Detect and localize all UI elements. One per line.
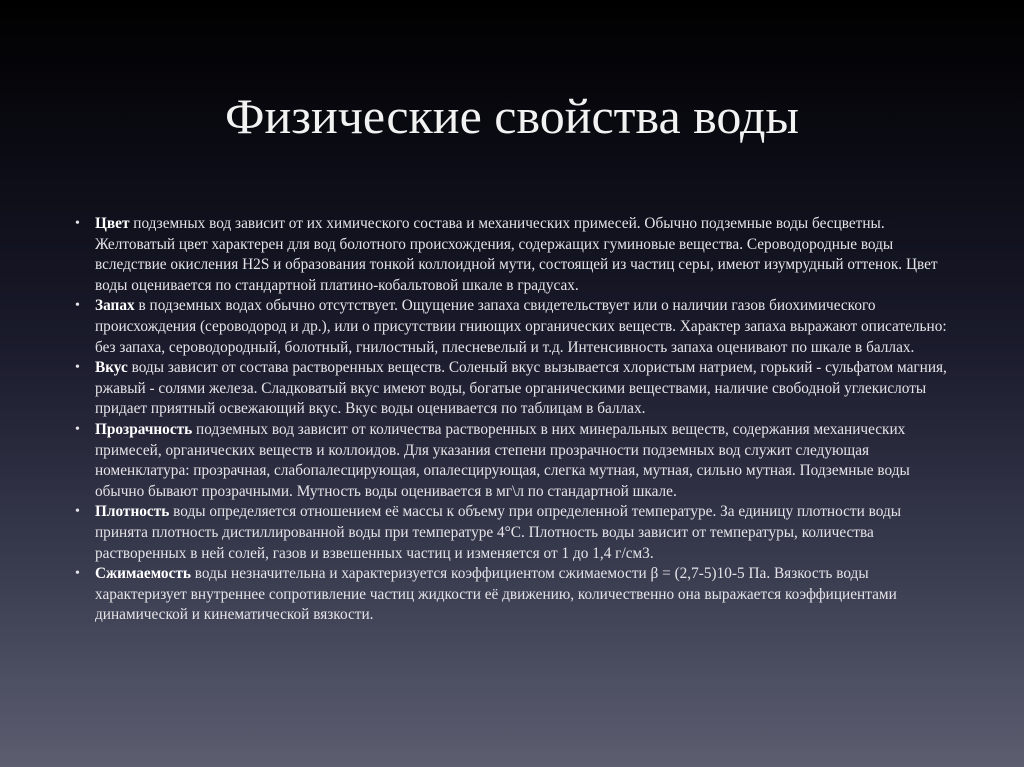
term-label: Вкус [95, 359, 128, 377]
bullet-list [73, 214, 953, 626]
item-text: воды незначительна и характеризуется коэффициентом сжимаемости β = (2,7-5)10-5 Па. Вязкость воды характеризует внутреннее сопротивление частиц жидкости её движению, количественно она выражается коэффициентами динамической и кинематической вязкости. [95, 565, 897, 624]
list-item-smell [73, 296, 953, 358]
item-text: подземных вод зависит от их химического состава и механических примесей. Обычно подземные воды бесцветны. Желтоватый цвет характерен для вод болотного происхождения, содержащих гуминовые вещества. Сероводородные воды вследствие окисления H2S и образования тонкой коллоидной мути, состоящей из частиц серы, имеют изумрудный оттенок. Цвет воды оценивается по стандартной платино-кобальтовой шкале в градусах. [95, 215, 938, 294]
bullet-icon: • [75, 298, 80, 314]
list-item-color [73, 214, 953, 296]
bullet-icon: • [75, 504, 80, 520]
list-item-transparency [73, 420, 953, 502]
item-text: подземных вод зависит от количества растворенных в них минеральных веществ, содержания механических примесей, органических веществ и коллоидов. Для указания степени прозрачности подземных вод служит следующая номенклатура: прозрачная, слабопалесцирующая, опалесцирующая, слегка мутная, мутная, сильно мутная. Подземные воды обычно бывают прозрачными. Мутность воды оценивается в мг\л по стандартной шкале. [95, 420, 910, 500]
bullet-icon: • [75, 566, 80, 582]
list-item-compressibility [73, 564, 953, 626]
bullet-icon: • [75, 216, 80, 231]
item-text: в подземных водах обычно отсутствует. Ощущение запаха свидетельствует или о наличии газов биохимического происхождения (сероводород и др.), или о присутствии гниющих органических веществ. Характер запаха выражают описательно: без запаха, сероводородный, болотный, гнилостный, плесневелый и т.д. Интенсивность запаха оценивают по шкале в баллах. [95, 297, 947, 356]
item-text: воды зависит от состава растворенных веществ. Соленый вкус вызывается хлористым натрием, горький - сульфатом магния, ржавый - солями железа. Сладковатый вкус имеют воды, богатые органическими веществами, наличие свободной углекислоты придает приятный освежающий вкус. Вкус воды оценивается по таблицам в баллах. [95, 359, 947, 418]
item-text: воды определяется отношением её массы к объему при определенной температуре. За единицу плотности воды принята плотность дистиллированной воды при температуре 4°С. Плотность воды зависит от температуры, количества растворенных в ней солей, газов и взвешенных частиц и изменяется от 1 до 1,4 г/см3. [95, 503, 901, 562]
slide-title: Физические свойства воды [224, 88, 800, 144]
term-label: Запах [95, 297, 135, 315]
term-label: Цвет [95, 215, 130, 232]
bullet-icon: • [75, 421, 80, 437]
list-item-density [73, 502, 953, 564]
bullet-icon: • [75, 360, 80, 376]
term-label: Плотность [95, 503, 170, 521]
list-item-taste [73, 358, 953, 420]
term-label: Сжимаемость [95, 565, 191, 583]
term-label: Прозрачность [95, 420, 193, 438]
